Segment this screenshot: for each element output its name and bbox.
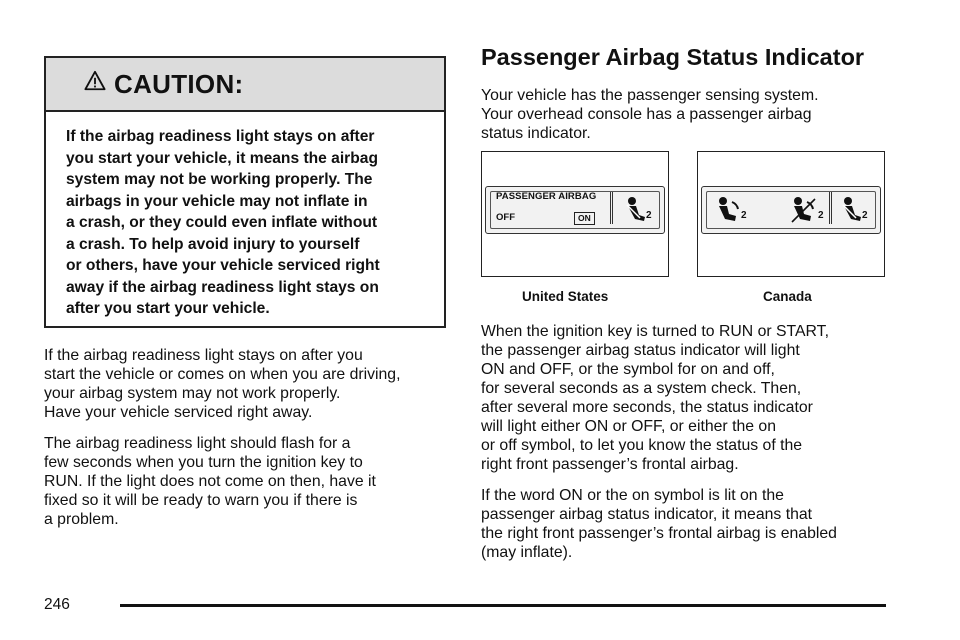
text-line: after several more seconds, the status indicator	[481, 399, 813, 416]
caution-line: If the airbag readiness light stays on after	[66, 128, 375, 145]
caution-line: a crash, or they could even inflate without	[66, 214, 378, 231]
caption-united-states: United States	[522, 289, 609, 304]
footer-rule	[120, 604, 886, 607]
text-line: Have your vehicle serviced right away.	[44, 404, 313, 421]
page-number: 246	[44, 596, 70, 613]
passenger-seated-icon	[625, 196, 647, 224]
right-paragraph-1	[481, 322, 829, 474]
text-line: your airbag system may not work properly.	[44, 385, 341, 402]
caution-line: you start your vehicle, it means the airbag	[66, 149, 378, 167]
text-line: start the vehicle or comes on when you are driving,	[44, 366, 401, 383]
text-line: The airbag readiness light should flash for a	[44, 435, 351, 452]
caution-line: or others, have your vehicle serviced right	[66, 257, 380, 274]
text-line: fixed so it will be ready to warn you if there is	[44, 492, 358, 509]
text-line: will light either ON or OFF, or either the on	[481, 418, 776, 435]
text-line: status indicator.	[481, 125, 591, 142]
caution-line: after you start your vehicle.	[66, 300, 270, 317]
canada-indicator-figure	[697, 151, 885, 277]
caution-title: CAUTION:	[114, 68, 244, 99]
passenger-airbag-label: PASSENGER AIRBAG	[496, 191, 597, 202]
warning-triangle-icon	[84, 70, 106, 92]
text-line: RUN. If the light does not come on then, have it	[44, 473, 376, 490]
us-symbol-subscript: 2	[646, 210, 652, 221]
text-line: for several seconds as a system check. Then,	[481, 380, 802, 397]
text-line: the right front passenger’s frontal airbag is enabled	[481, 525, 837, 542]
section-heading: Passenger Airbag Status Indicator	[481, 44, 865, 70]
canada-symbol-subscript: 2	[862, 210, 868, 221]
caution-line: a crash. To help avoid injury to yourself	[66, 235, 360, 253]
canada-symbol-subscript: 2	[741, 210, 747, 221]
right-intro-paragraph	[481, 86, 819, 143]
passenger-seated-icon	[841, 196, 863, 224]
text-line: few seconds when you turn the ignition key to	[44, 454, 363, 471]
right-paragraph-2	[481, 486, 837, 562]
caution-box	[44, 56, 446, 328]
left-paragraph-2	[44, 434, 376, 529]
text-line: When the ignition key is turned to RUN or START,	[481, 323, 829, 340]
caption-canada: Canada	[763, 289, 812, 304]
display-divider	[829, 192, 832, 224]
text-line: Your overhead console has a passenger airbag	[481, 106, 812, 123]
left-paragraph-1	[44, 346, 401, 422]
text-line: the passenger airbag status indicator will light	[481, 342, 800, 359]
text-line: Your vehicle has the passenger sensing system.	[481, 87, 819, 104]
text-line: ON and OFF, or the symbol for on and off,	[481, 361, 775, 378]
caution-header	[46, 58, 444, 112]
text-line: right front passenger’s frontal airbag.	[481, 456, 739, 473]
text-line: a problem.	[44, 511, 119, 528]
text-line: If the word ON or the on symbol is lit on the	[481, 487, 784, 504]
canada-symbol-subscript: 2	[818, 210, 824, 221]
text-line: or off symbol, to let you know the status of the	[481, 437, 803, 454]
caution-line: away if the airbag readiness light stays on	[66, 278, 379, 296]
display-divider	[610, 192, 613, 224]
text-line: (may inflate).	[481, 544, 573, 561]
airbag-on-symbol-icon	[716, 196, 742, 224]
caution-line: system may not be working properly. The	[66, 171, 373, 188]
airbag-off-symbol-icon	[791, 196, 817, 224]
caution-line: airbags in your vehicle may not inflate in	[66, 192, 368, 210]
text-line: If the airbag readiness light stays on after you	[44, 347, 363, 364]
off-label: OFF	[496, 212, 515, 223]
on-label: ON	[574, 212, 595, 225]
us-indicator-figure	[481, 151, 669, 277]
text-line: passenger airbag status indicator, it means that	[481, 506, 813, 523]
caution-text	[66, 126, 436, 320]
